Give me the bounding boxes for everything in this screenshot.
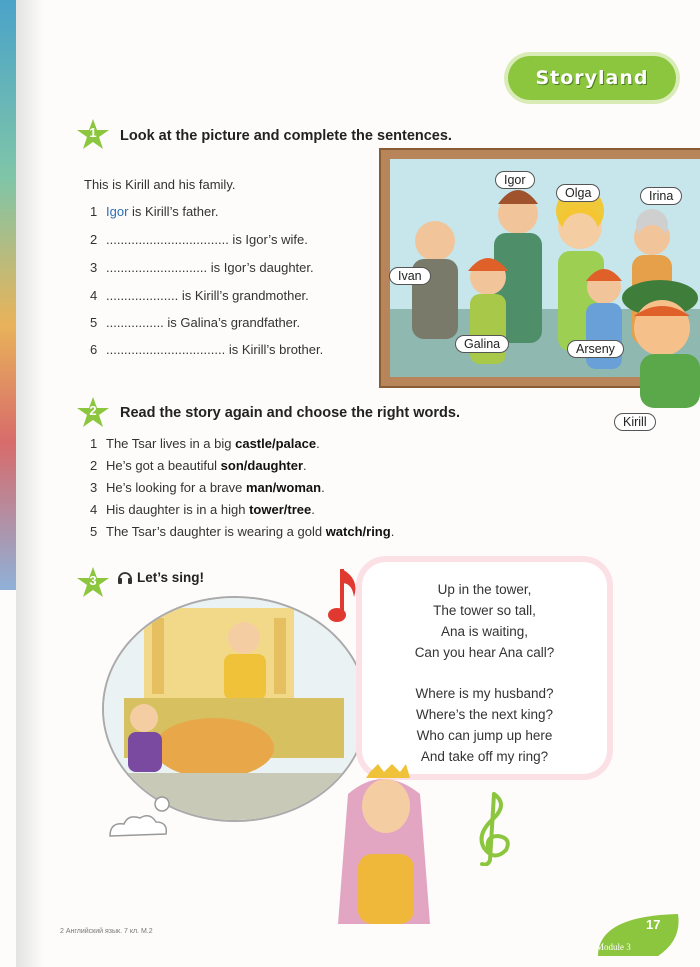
music-note-icon xyxy=(328,563,364,627)
page-number: 17 xyxy=(646,917,661,932)
ex2-item-5[interactable]: 5 The Tsar’s daughter is wearing a gold watch/ring. xyxy=(90,524,395,539)
ex2-item-3[interactable]: 3 He’s looking for a brave man/woman. xyxy=(90,480,325,495)
ex1-item-3[interactable]: 3 ............................ is Igor’s daughter. xyxy=(90,260,314,275)
footer-publisher-note: 2 Английский язык. 7 кл. М.2 xyxy=(60,928,153,935)
name-tag-ivan: Ivan xyxy=(389,267,431,285)
ex2-item-1[interactable]: 1 The Tsar lives in a big castle/palace. xyxy=(90,436,320,451)
exercise-1-instruction: Look at the picture and complete the sentences. xyxy=(120,128,452,144)
exercise-1-star-icon: 1 xyxy=(76,118,110,152)
ex1-item-1: 1 Igor is Kirill’s father. xyxy=(90,204,219,219)
ex1-item-2[interactable]: 2 .................................. is Igor’s wife. xyxy=(90,232,308,247)
name-tag-kirill: Kirill xyxy=(614,413,656,431)
name-tag-olga: Olga xyxy=(556,184,600,202)
treble-clef-icon xyxy=(470,790,516,866)
ex1-item-4[interactable]: 4 .................... is Kirill’s grandmother. xyxy=(90,288,309,303)
song-line: Can you hear Ana call? xyxy=(414,645,555,660)
page-binding-shadow xyxy=(16,0,44,967)
previous-page-edge xyxy=(0,0,16,590)
ex1-item-6[interactable]: 6 ................................. is Kirill’s brother. xyxy=(90,342,324,357)
ex1-item-5[interactable]: 5 ................ is Galina’s grandfather. xyxy=(90,315,301,330)
song-line: Ana is waiting, xyxy=(440,624,529,639)
exercise-1-intro: This is Kirill and his family. xyxy=(84,177,236,192)
ex2-item-2[interactable]: 2 He’s got a beautiful son/daughter. xyxy=(90,458,307,473)
module-label: Module 3 xyxy=(596,942,631,952)
song-line: Up in the tower, xyxy=(437,582,532,597)
storyland-title: Storyland xyxy=(535,67,649,89)
exercise-3-instruction: Let’s sing! xyxy=(137,570,205,585)
kirill-illustration xyxy=(610,268,700,408)
name-tag-irina: Irina xyxy=(640,187,682,205)
exercise-3-star-icon: 3 xyxy=(76,566,110,600)
song-line: Where’s the next king? xyxy=(415,707,554,722)
small-cloud-icon xyxy=(100,790,190,850)
headphones-icon[interactable] xyxy=(116,568,134,586)
song-lyrics-card xyxy=(362,562,607,774)
name-tag-arseny: Arseny xyxy=(567,340,624,358)
song-line: Where is my husband? xyxy=(415,686,554,701)
exercise-2-star-icon: 2 xyxy=(76,396,110,430)
princess-ana-illustration xyxy=(318,764,448,934)
song-line: The tower so tall, xyxy=(433,603,536,618)
name-tag-igor: Igor xyxy=(495,171,535,189)
name-tag-galina: Galina xyxy=(455,335,509,353)
song-line: Who can jump up here xyxy=(416,728,553,743)
page-number-badge xyxy=(588,912,688,958)
storyland-banner xyxy=(508,56,676,100)
song-line: And take off my ring? xyxy=(420,749,549,764)
exercise-2-instruction: Read the story again and choose the right words. xyxy=(120,405,460,421)
ex2-item-4[interactable]: 4 His daughter is in a high tower/tree. xyxy=(90,502,315,517)
